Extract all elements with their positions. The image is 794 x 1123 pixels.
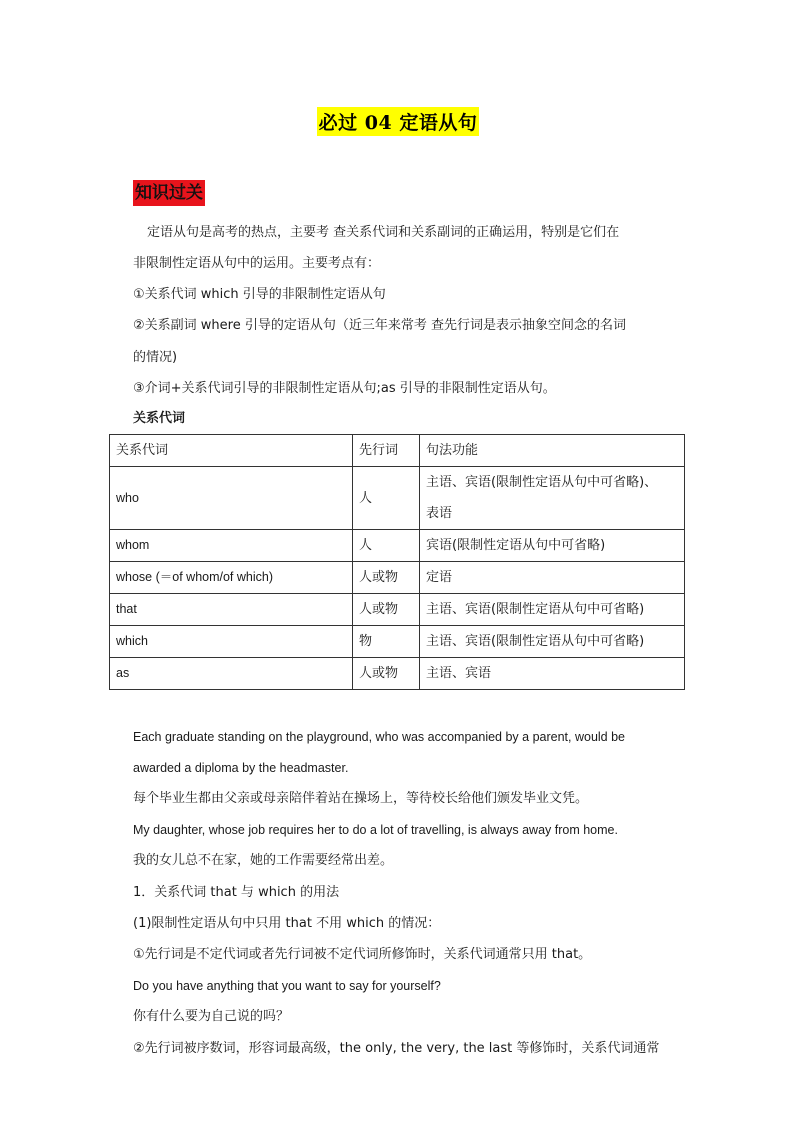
header-pronoun: 关系代词 (110, 435, 353, 467)
subheading-1: 1．关系代词 that 与 which 的用法 (133, 885, 340, 900)
intro-point-2b: 的情况) (133, 350, 178, 365)
table-row (110, 594, 685, 626)
rule-2: ②先行词被序数词，形容词最高级，the only, the very, the last 等修饰时，关系代词通常 (133, 1041, 660, 1056)
cell-pronoun: that (110, 594, 353, 626)
relative-pronoun-table (109, 434, 685, 690)
example-2-english: My daughter, whose job requires her to do a lot of travelling, is always away from home. (133, 823, 618, 837)
cell-function: 主语、宾语(限制性定语从句中可省略) (420, 626, 685, 658)
cell-antecedent: 人 (353, 530, 420, 562)
cell-function: 主语、宾语(限制性定语从句中可省略) (420, 594, 685, 626)
cell-pronoun: who (110, 467, 353, 530)
cell-pronoun: as (110, 658, 353, 690)
cell-pronoun: whom (110, 530, 353, 562)
intro-line-2: 非限制性定语从句中的运用。主要考点有： (133, 256, 381, 271)
title-container (133, 107, 663, 136)
cell-antecedent: 人 (353, 467, 420, 530)
cell-function: 宾语(限制性定语从句中可省略) (420, 530, 685, 562)
cell-function: 定语 (420, 562, 685, 594)
cell-function (420, 467, 685, 530)
header-antecedent: 先行词 (353, 435, 420, 467)
example-1-english-b: awarded a diploma by the headmaster. (133, 761, 349, 775)
intro-line-1: 定语从句是高考的热点，主要考 查关系代词和关系副词的正确运用，特别是它们在 (147, 225, 620, 240)
example-3-chinese: 你有什么要为自己说的吗？ (133, 1009, 290, 1024)
intro-point-2a: ②关系副词 where 引导的定语从句（近三年来常考 查先行词是表示抽象空间念的名词 (133, 318, 626, 333)
page-title: 必过 04 定语从句 (317, 107, 480, 136)
rule-1: ①先行词是不定代词或者先行词被不定代词所修饰时，关系代词通常只用 that。 (133, 947, 592, 962)
cell-antecedent: 人或物 (353, 594, 420, 626)
header-function: 句法功能 (420, 435, 685, 467)
table-header-row (110, 435, 685, 467)
table-row (110, 562, 685, 594)
example-3-english: Do you have anything that you want to say for yourself? (133, 979, 441, 993)
table-heading: 关系代词 (133, 411, 186, 426)
cell-function: 主语、宾语 (420, 658, 685, 690)
example-2-chinese: 我的女儿总不在家，她的工作需要经常出差。 (133, 853, 394, 868)
intro-point-3: ③介词+关系代词引导的非限制性定语从句;as 引导的非限制性定语从句。 (133, 381, 556, 396)
cell-pronoun: which (110, 626, 353, 658)
cell-antecedent: 人或物 (353, 658, 420, 690)
table-row (110, 658, 685, 690)
cell-antecedent: 人或物 (353, 562, 420, 594)
example-1-chinese: 每个毕业生都由父亲或母亲陪伴着站在操场上，等待校长给他们颁发毕业文凭。 (133, 791, 589, 806)
cell-function-line-1: 主语、宾语(限制性定语从句中可省略)、 (426, 475, 658, 490)
intro-point-1: ①关系代词 which 引导的非限制性定语从句 (133, 287, 386, 302)
table-row (110, 467, 685, 530)
cell-pronoun: whose (＝of whom/of which) (110, 562, 353, 594)
subheading-1-1: (1)限制性定语从句中只用 that 不用 which 的情况： (133, 916, 441, 931)
cell-antecedent: 物 (353, 626, 420, 658)
example-1-english-a: Each graduate standing on the playground, who was accompanied by a parent, would be (133, 730, 625, 744)
table-row (110, 530, 685, 562)
cell-function-line-2: 表语 (426, 506, 453, 521)
section-badge: 知识过关 (133, 180, 205, 206)
table-row (110, 626, 685, 658)
